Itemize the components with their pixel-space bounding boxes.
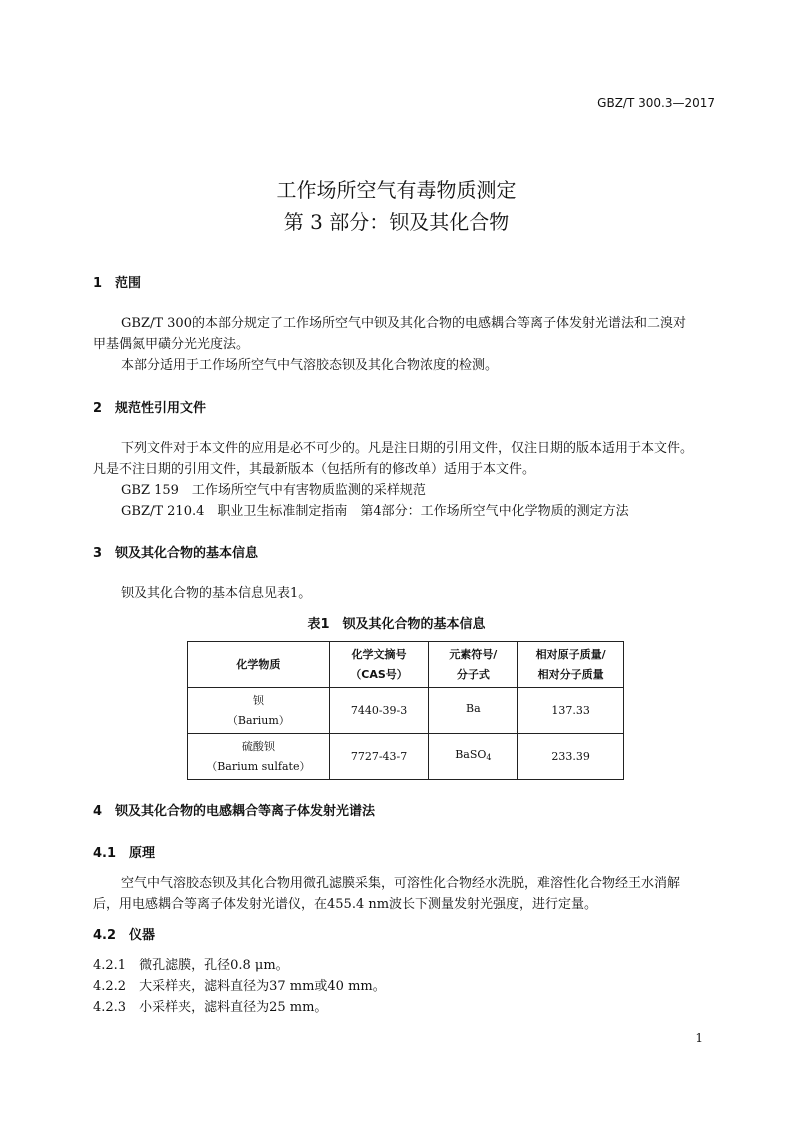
table-cell-mass: 233.39 xyxy=(518,734,624,780)
table-header-cell xyxy=(188,642,330,688)
item-4-2-1: 4.2.1 微孔滤膜，孔径0.8 μm。 xyxy=(93,958,289,973)
header-formula-label-line1: 元素符号/ xyxy=(449,647,498,661)
header-cas-label-line2: （CAS号） xyxy=(350,667,408,681)
section-4-1-para-line-1: 空气中气溶胶态钡及其化合物用微孔滤膜采集，可溶性化合物经水洗脱，难溶性化合物经王水消解 xyxy=(121,876,681,891)
table-cell-formula xyxy=(429,734,518,780)
section-4-2-heading: 4.2 仪器 xyxy=(93,928,156,943)
formula-text: Ba xyxy=(466,702,481,715)
item-4-2-2: 4.2.2 大采样夹，滤料直径为37 mm或40 mm。 xyxy=(93,979,386,994)
table-cell-formula xyxy=(429,688,518,734)
table-header-cell xyxy=(518,642,624,688)
table-1-caption: 表1 钡及其化合物的基本信息 xyxy=(307,617,486,632)
table-cell-mass: 137.33 xyxy=(518,688,624,734)
page-number: 1 xyxy=(695,1031,703,1045)
document-title-line1: 工作场所空气有毒物质测定 xyxy=(276,178,517,202)
substance-name-english: （Barium sulfate） xyxy=(206,759,311,773)
section-1-para-2: 本部分适用于工作场所空气中气溶胶态钡及其化合物浓度的检测。 xyxy=(121,358,499,373)
section-1-para-1-line-2: 甲基偶氮甲磺分光光度法。 xyxy=(93,337,250,352)
table-1-basic-info xyxy=(187,641,624,780)
section-1-para-1-line-1: GBZ/T 300的本部分规定了工作场所空气中钡及其化合物的电感耦合等离子体发射光谱法和二溴对 xyxy=(121,316,686,331)
document-title-line2: 第 3 部分：钡及其化合物 xyxy=(283,210,510,234)
section-1-heading: 1 范围 xyxy=(93,276,142,291)
reference-gbzt-210-4: GBZ/T 210.4 职业卫生标准制定指南 第4部分：工作场所空气中化学物质的测定方法 xyxy=(121,504,629,519)
section-2-heading: 2 规范性引用文件 xyxy=(93,401,207,416)
header-mass-label-line1: 相对原子质量/ xyxy=(535,647,606,661)
header-cas-label-line1: 化学文摘号 xyxy=(351,647,407,661)
table-header-cell xyxy=(329,642,429,688)
substance-name-english: （Barium） xyxy=(226,713,290,727)
section-3-heading: 3 钡及其化合物的基本信息 xyxy=(93,546,259,561)
header-substance-label: 化学物质 xyxy=(236,657,281,671)
table-cell-substance xyxy=(188,734,330,780)
table-cell-substance xyxy=(188,688,330,734)
reference-gbz-159: GBZ 159 工作场所空气中有害物质监测的采样规范 xyxy=(121,483,426,498)
section-2-para-1-line-2: 凡是不注日期的引用文件，其最新版本（包括所有的修改单）适用于本文件。 xyxy=(93,462,536,477)
table-cell-cas: 7727-43-7 xyxy=(329,734,429,780)
table-cell-cas: 7440-39-3 xyxy=(329,688,429,734)
table-row xyxy=(188,734,624,780)
table-row xyxy=(188,688,624,734)
section-2-para-1-line-1: 下列文件对于本文件的应用是必不可少的。凡是注日期的引用文件，仅注日期的版本适用于本文件。 xyxy=(121,441,694,456)
formula-text: BaSO xyxy=(455,748,487,761)
item-4-2-3: 4.2.3 小采样夹，滤料直径为25 mm。 xyxy=(93,1000,328,1015)
header-formula-label-line2: 分子式 xyxy=(456,667,490,681)
table-header-row xyxy=(188,642,624,688)
standard-number: GBZ/T 300.3—2017 xyxy=(597,96,715,110)
section-4-1-para-line-2: 后，用电感耦合等离子体发射光谱仪，在455.4 nm波长下测量发射光强度，进行定量。 xyxy=(93,897,598,912)
formula-subscript: 4 xyxy=(486,753,492,762)
table-header-cell xyxy=(429,642,518,688)
substance-name: 硫酸钡 xyxy=(241,739,275,753)
substance-name: 钡 xyxy=(252,693,264,707)
section-4-1-heading: 4.1 原理 xyxy=(93,846,156,861)
section-4-heading: 4 钡及其化合物的电感耦合等离子体发射光谱法 xyxy=(93,804,376,819)
section-3-para-1: 钡及其化合物的基本信息见表1。 xyxy=(121,586,312,601)
header-mass-label-line2: 相对分子质量 xyxy=(537,667,604,681)
